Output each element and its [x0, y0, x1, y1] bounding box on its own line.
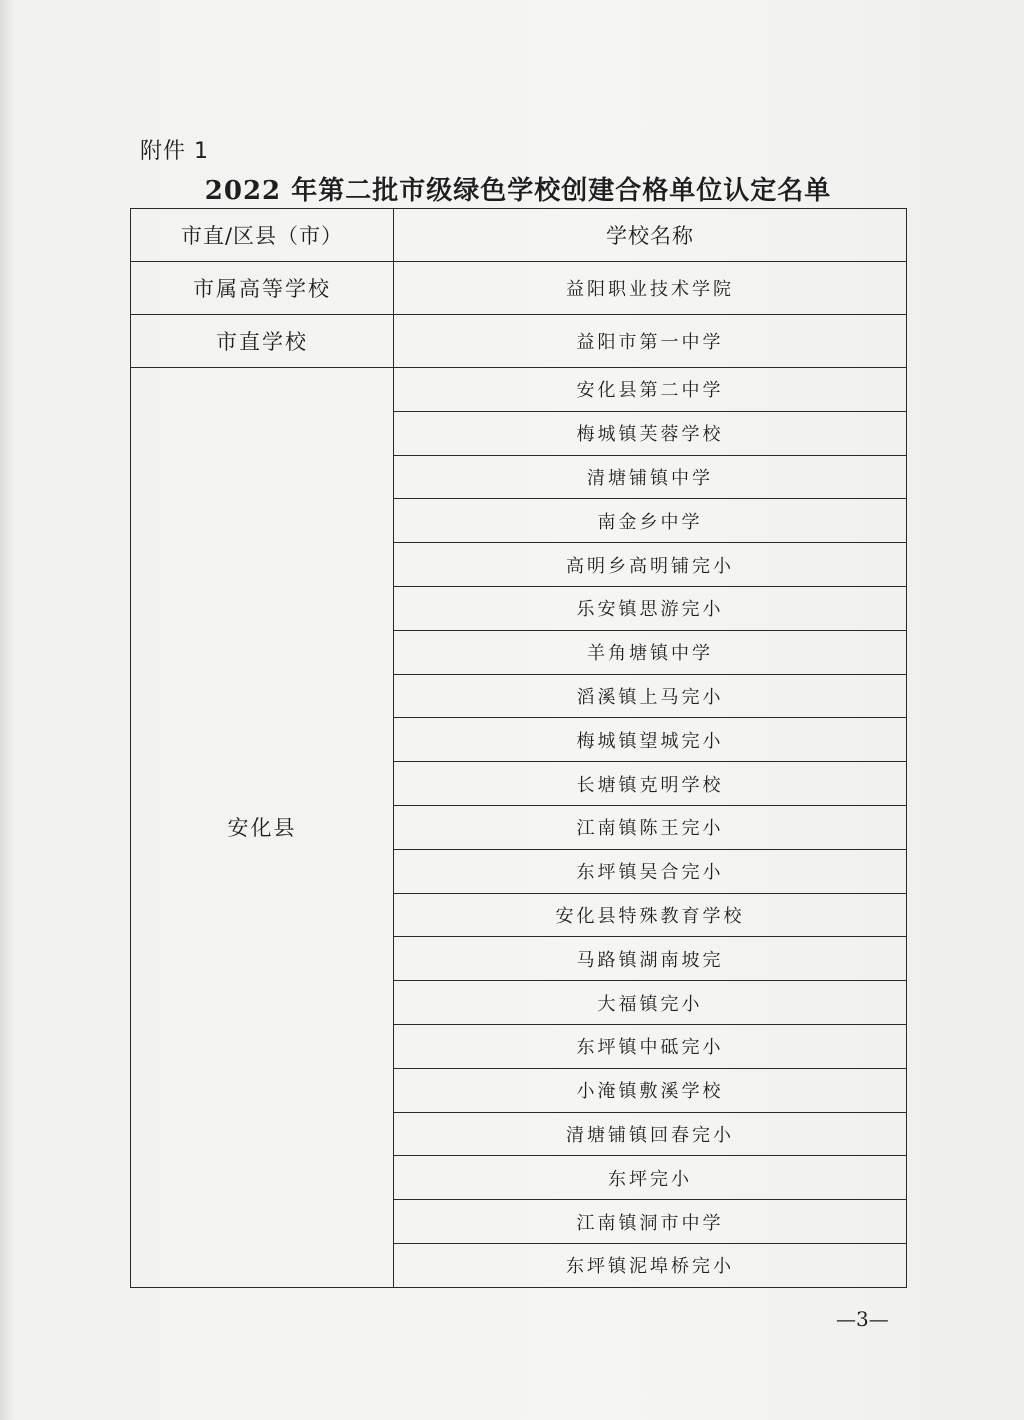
school-cell: 益阳职业技术学院 [394, 262, 907, 315]
header-district: 市直/区县（市） [131, 209, 394, 262]
school-cell: 高明乡高明铺完小 [394, 543, 907, 587]
table-row [131, 315, 907, 368]
school-cell: 小淹镇敷溪学校 [394, 1068, 907, 1112]
school-cell: 大福镇完小 [394, 981, 907, 1025]
header-school-name: 学校名称 [394, 209, 907, 262]
school-cell: 长塘镇克明学校 [394, 762, 907, 806]
school-cell: 清塘铺镇中学 [394, 455, 907, 499]
table-header-row [131, 209, 907, 262]
school-cell: 马路镇湖南坡完 [394, 937, 907, 981]
school-cell: 江南镇陈王完小 [394, 805, 907, 849]
school-cell: 梅城镇芙蓉学校 [394, 411, 907, 455]
document-title: 2022 年第二批市级绿色学校创建合格单位认定名单 [204, 176, 832, 206]
attachment-label: 附件 1 [140, 139, 209, 164]
school-cell: 羊角塘镇中学 [394, 630, 907, 674]
table-row [131, 368, 907, 412]
school-cell: 江南镇洞市中学 [394, 1200, 907, 1244]
school-cell: 东坪完小 [394, 1156, 907, 1200]
school-cell: 滔溪镇上马完小 [394, 674, 907, 718]
district-cell: 市属高等学校 [131, 262, 394, 315]
school-cell: 安化县特殊教育学校 [394, 893, 907, 937]
district-cell: 市直学校 [131, 315, 394, 368]
school-cell: 东坪镇吴合完小 [394, 849, 907, 893]
school-cell: 梅城镇望城完小 [394, 718, 907, 762]
school-cell: 益阳市第一中学 [394, 315, 907, 368]
page-number: —3— [836, 1307, 889, 1331]
school-list-table [130, 208, 907, 1288]
school-cell: 清塘铺镇回春完小 [394, 1112, 907, 1156]
table-row [131, 262, 907, 315]
school-cell: 南金乡中学 [394, 499, 907, 543]
district-cell: 安化县 [131, 368, 394, 1288]
school-cell: 东坪镇泥埠桥完小 [394, 1243, 907, 1287]
school-cell: 安化县第二中学 [394, 368, 907, 412]
school-cell: 乐安镇思游完小 [394, 586, 907, 630]
school-cell: 东坪镇中砥完小 [394, 1024, 907, 1068]
